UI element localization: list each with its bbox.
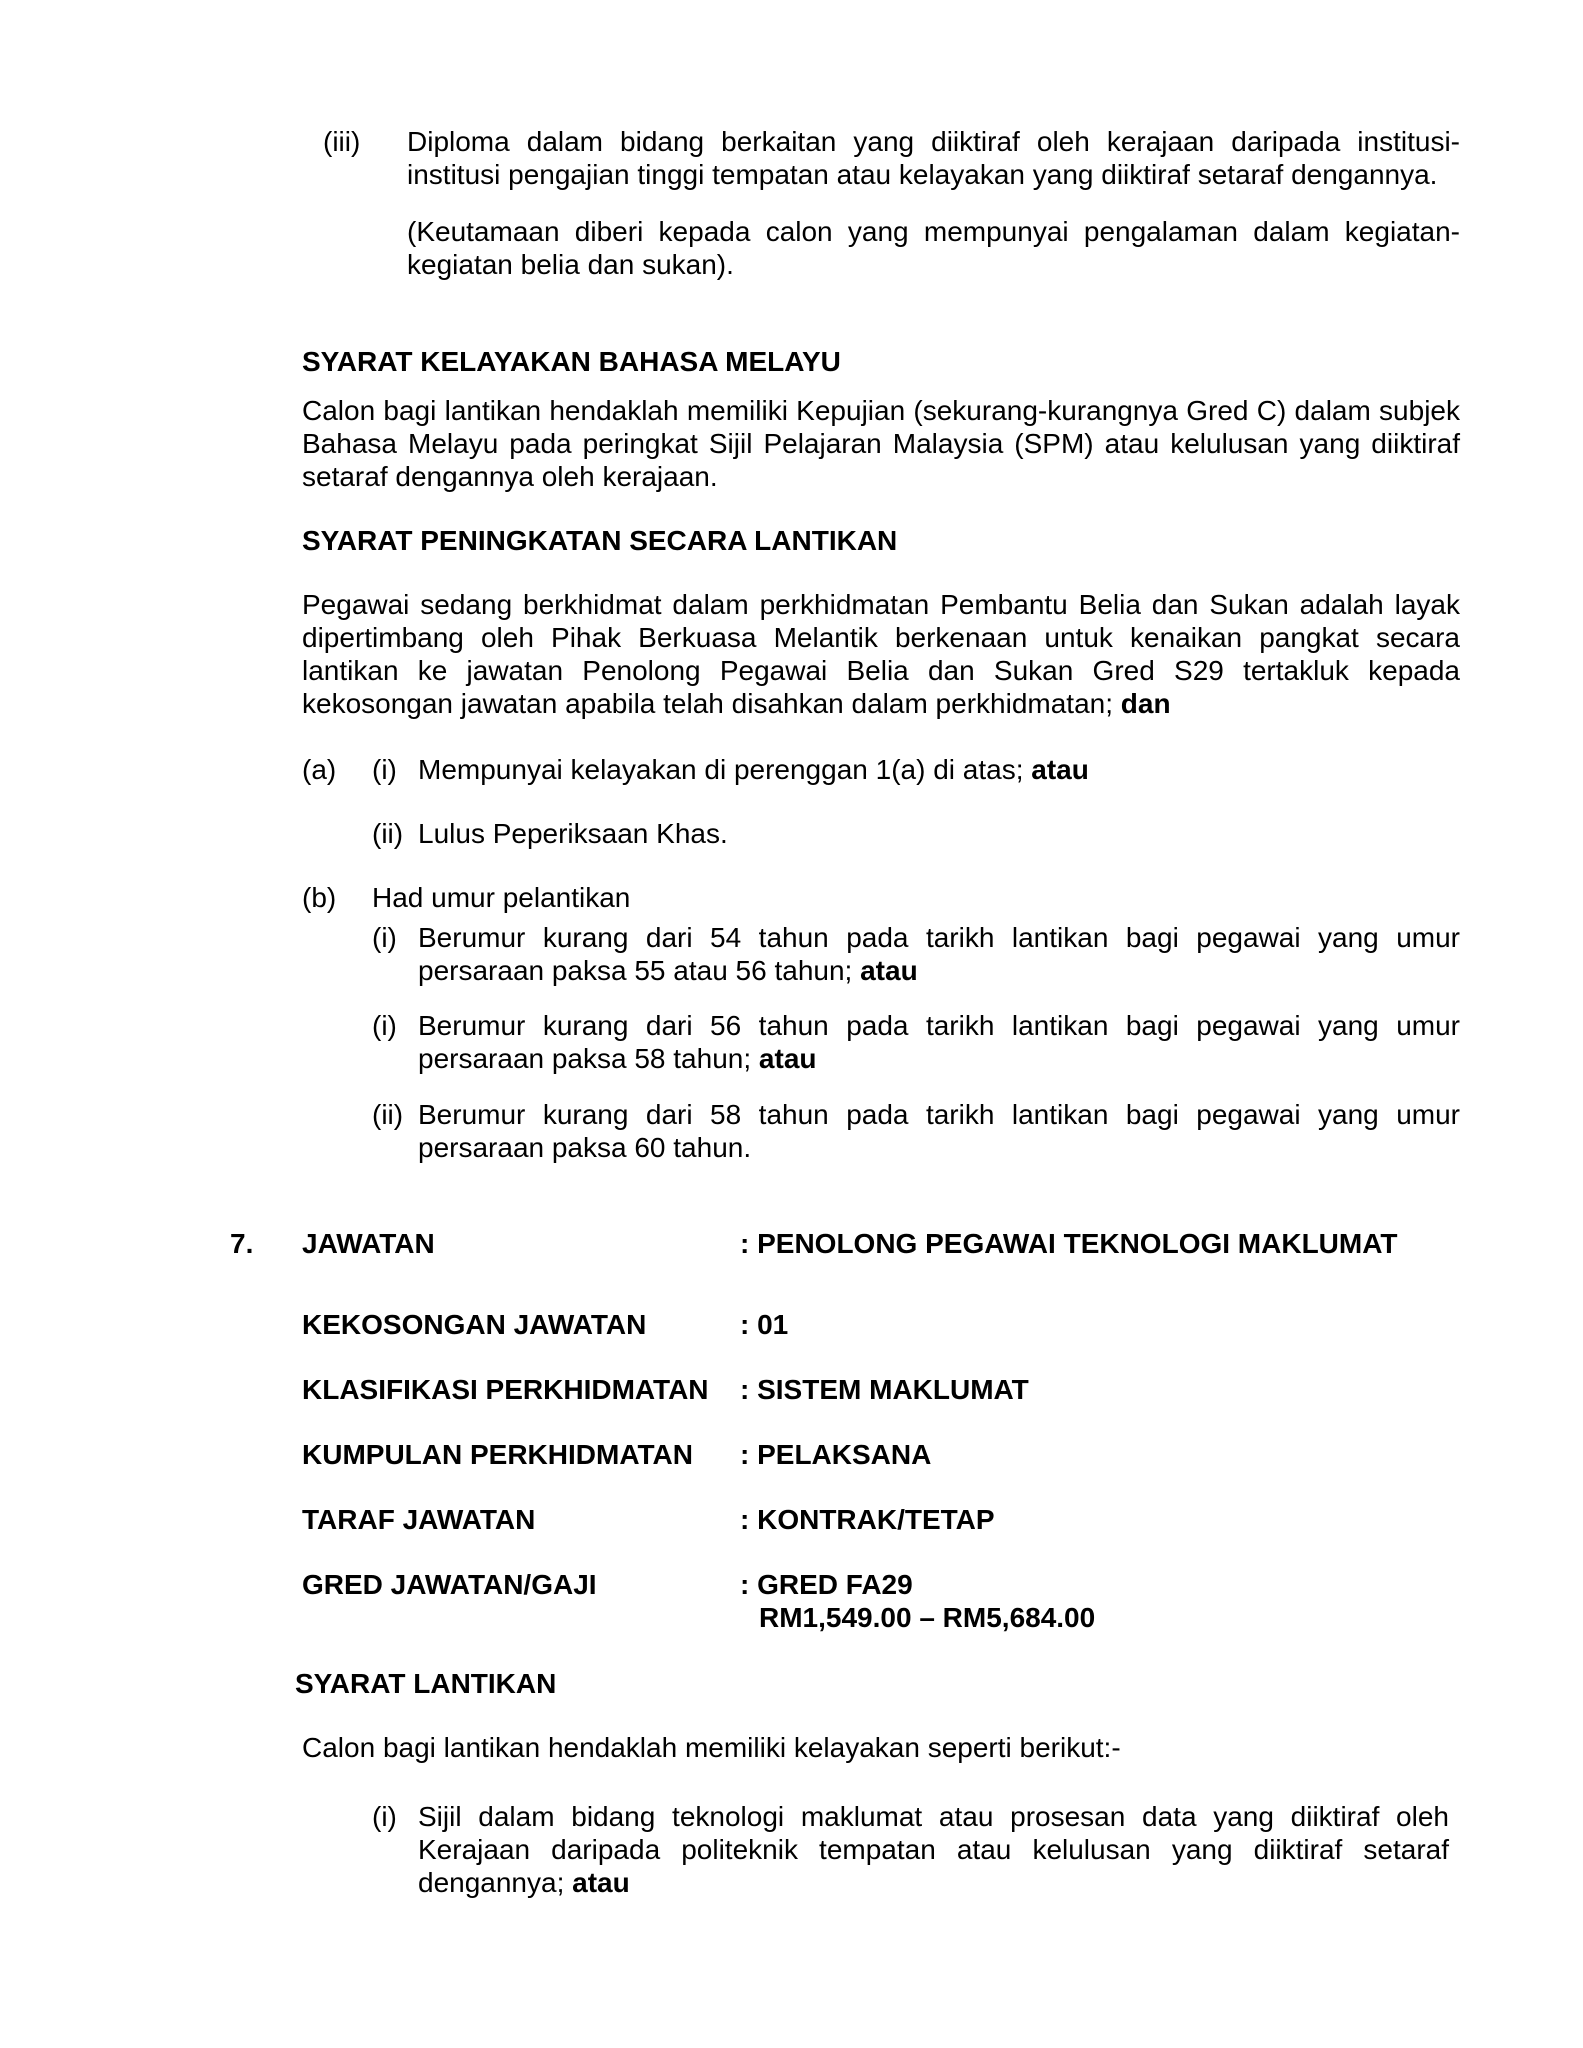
syarat-lantikan-heading: SYARAT LANTIKAN xyxy=(295,1668,557,1699)
item-number: (i) xyxy=(372,1010,397,1041)
diploma-requirement-text: Diploma dalam bidang berkaitan yang diiktiraf oleh kerajaan daripada institusi-institusi pengajian tinggi tempatan atau kelayakan yang diiktiraf setaraf dengannya. xyxy=(407,126,1460,190)
item-label-b: (b) xyxy=(302,882,337,913)
salary-range: RM1,549.00 – RM5,684.00 xyxy=(759,1602,1096,1633)
certificate-requirement: Sijil dalam bidang teknologi maklumat atau prosesan data yang diiktiraf oleh Kerajaan daripada politeknik tempatan atau kelulusan yang diiktiraf setaraf dengannya; atau xyxy=(418,1801,1449,1898)
peningkatan-paragraph: Pegawai sedang berkhidmat dalam perkhidmatan Pembantu Belia dan Sukan adalah layak dipertimbang oleh Pihak Berkuasa Melantik berkenaan untuk kenaikan pangkat secara lantikan ke jawatan Penolong Pegawai Belia dan Sukan Gred S29 tertakluk kepada kekosongan jawatan apabila telah disahkan dalam perkhidmatan; dan xyxy=(302,589,1460,719)
item-label-a: (a) xyxy=(302,754,337,785)
special-exam-condition: Lulus Peperiksaan Khas. xyxy=(418,818,728,849)
field-value-jawatan: : PENOLONG PEGAWAI TEKNOLOGI MAKLUMAT xyxy=(740,1228,1398,1259)
item-number: (i) xyxy=(372,754,397,785)
syarat-lantikan-intro: Calon bagi lantikan hendaklah memiliki kelayakan seperti berikut:- xyxy=(302,1732,1121,1763)
field-label-taraf: TARAF JAWATAN xyxy=(302,1504,536,1535)
item-number: (i) xyxy=(372,1801,397,1832)
field-label-jawatan: JAWATAN xyxy=(302,1228,435,1259)
field-label-kekosongan: KEKOSONGAN JAWATAN xyxy=(302,1309,647,1340)
section-number: 7. xyxy=(230,1228,254,1259)
age-condition: Berumur kurang dari 54 tahun pada tarikh lantikan bagi pegawai yang umur persaraan paksa 55 atau 56 tahun; atau xyxy=(418,922,1460,986)
field-label-klasifikasi: KLASIFIKASI PERKHIDMATAN xyxy=(302,1374,709,1405)
field-label-kumpulan: KUMPULAN PERKHIDMATAN xyxy=(302,1439,693,1470)
qualification-condition: Mempunyai kelayakan di perenggan 1(a) di atas; atau xyxy=(418,754,1089,785)
age-condition: Berumur kurang dari 56 tahun pada tarikh lantikan bagi pegawai yang umur persaraan paksa 58 tahun; atau xyxy=(418,1010,1460,1074)
item-number: (i) xyxy=(372,922,397,953)
field-value-kumpulan: : PELAKSANA xyxy=(740,1439,932,1470)
item-number: (ii) xyxy=(372,1099,404,1130)
bahasa-melayu-text: Calon bagi lantikan hendaklah memiliki Kepujian (sekurang-kurangnya Gred C) dalam subjek Bahasa Melayu pada peringkat Sijil Pelajaran Malaysia (SPM) atau kelulusan yang diiktiraf setaraf dengannya oleh kerajaan. xyxy=(302,395,1460,492)
item-number: (iii) xyxy=(323,126,361,157)
age-limit-heading: Had umur pelantikan xyxy=(372,882,631,913)
field-value-klasifikasi: : SISTEM MAKLUMAT xyxy=(740,1374,1029,1405)
preference-note: (Keutamaan diberi kepada calon yang mempunyai pengalaman dalam kegiatan-kegiatan belia dan sukan). xyxy=(407,216,1460,280)
field-value-gred: : GRED FA29 xyxy=(740,1569,913,1600)
item-number: (ii) xyxy=(372,818,404,849)
field-label-gred: GRED JAWATAN/GAJI xyxy=(302,1569,597,1600)
field-value-taraf: : KONTRAK/TETAP xyxy=(740,1504,995,1535)
bahasa-melayu-heading: SYARAT KELAYAKAN BAHASA MELAYU xyxy=(302,346,841,377)
peningkatan-heading: SYARAT PENINGKATAN SECARA LANTIKAN xyxy=(302,525,898,556)
field-value-kekosongan: : 01 xyxy=(740,1309,789,1340)
age-condition: Berumur kurang dari 58 tahun pada tarikh lantikan bagi pegawai yang umur persaraan paksa 60 tahun. xyxy=(418,1099,1460,1163)
